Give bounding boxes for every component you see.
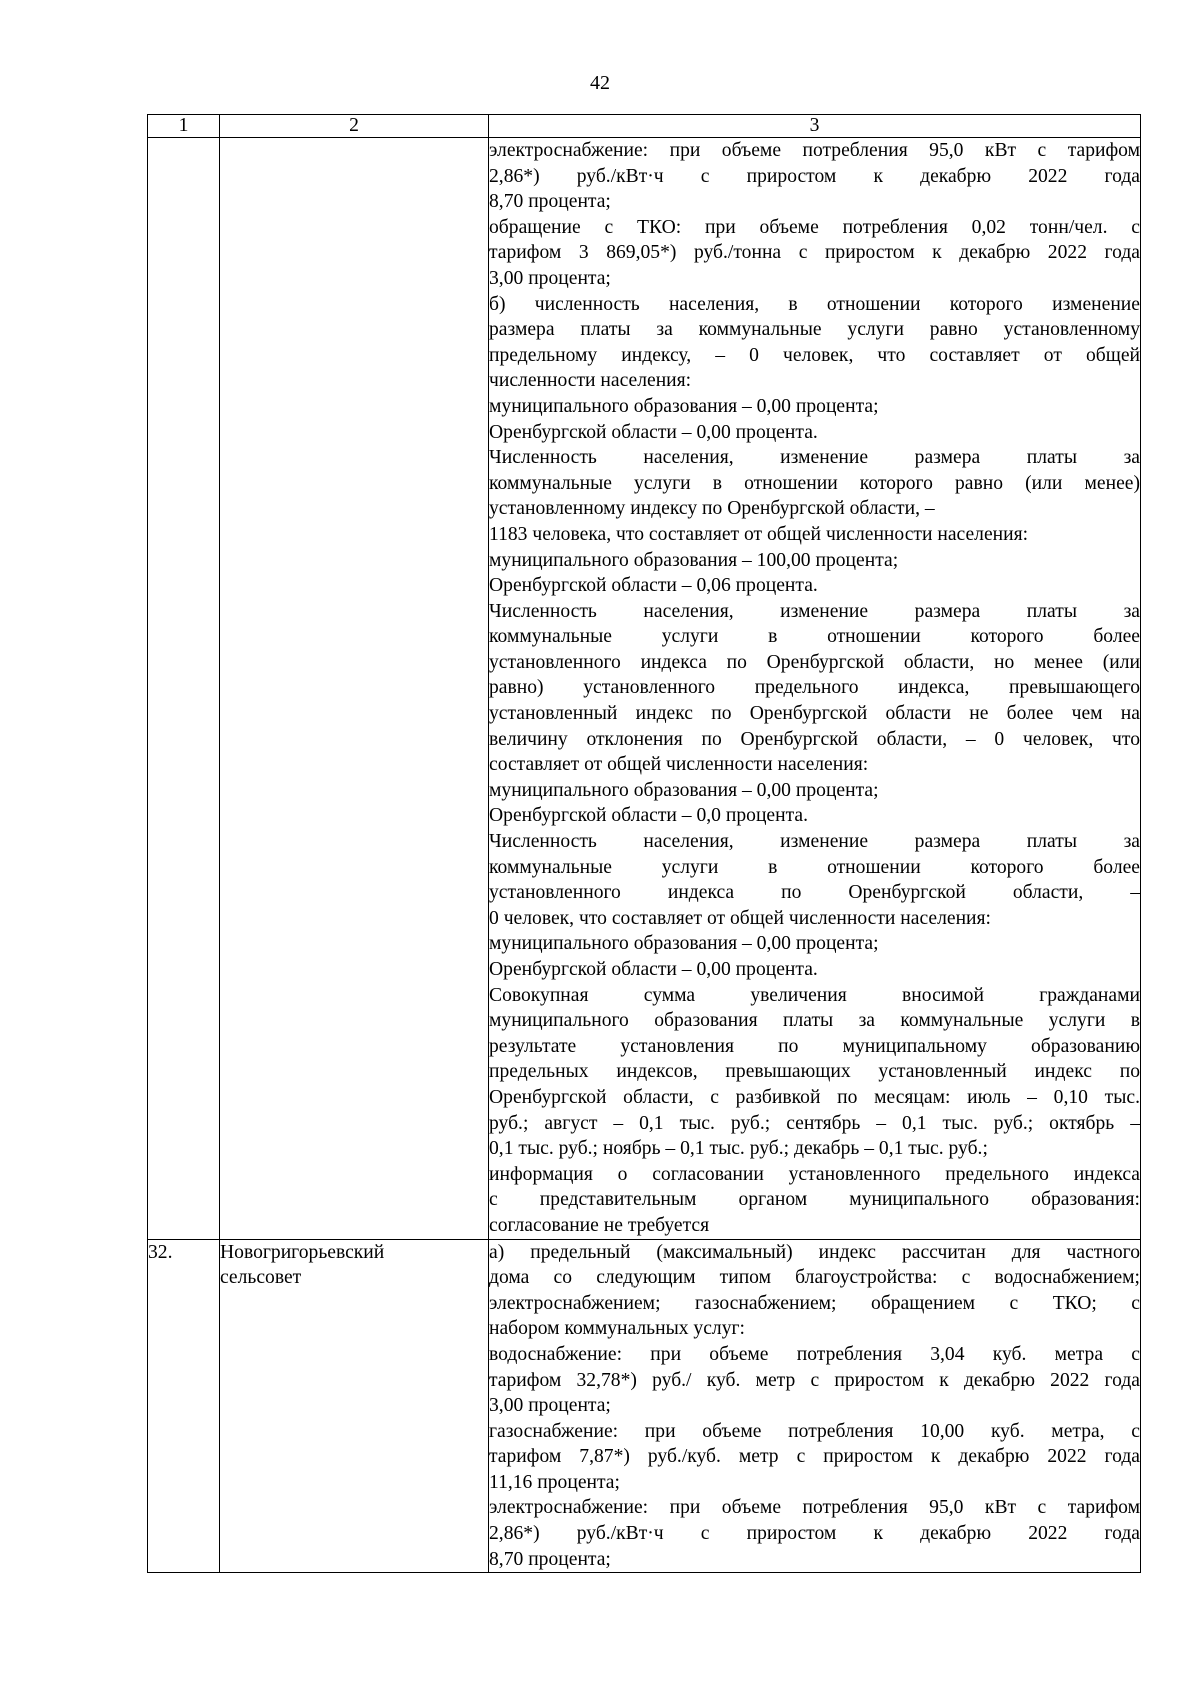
row-number-32: 32. [148, 1239, 220, 1573]
text-line: 0 человек, что составляет от общей численности населения: [489, 907, 992, 929]
text-line: тарифом 7,87*) руб./куб. метр с приростом к декабрю 2022 года [489, 1446, 1140, 1468]
text-line: установленного индекса по Оренбургской области, – [489, 882, 1140, 904]
text-line: Совокупная сумма увеличения вносимой гражданами [489, 984, 1140, 1006]
text-line: размера платы за коммунальные услуги равно установленному [489, 319, 1140, 341]
continuation-name-cell [220, 138, 489, 1240]
text-line: газоснабжение: при объеме потребления 10,00 куб. метра, с [489, 1420, 1140, 1442]
text-line: дома со следующим типом благоустройства: с водоснабжением; [489, 1267, 1140, 1289]
text-line: установленного индекса по Оренбургской области, но менее (или [489, 651, 1140, 673]
text-line: предельному индексу, – 0 человек, что составляет от общей [489, 344, 1140, 366]
text-line: Оренбургской области – 0,00 процента. [489, 421, 818, 443]
row-32-text-cell [489, 1239, 1141, 1573]
continuation-text-cell [489, 138, 1141, 1240]
text-line: Оренбургской области, с разбивкой по месяцам: июль – 0,10 тыс. [489, 1086, 1140, 1108]
text-line: 2,86*) руб./кВт·ч с приростом к декабрю 2022 года [489, 165, 1140, 187]
text-line: составляет от общей численности населения: [489, 754, 869, 776]
text-line: водоснабжение: при объеме потребления 3,04 куб. метра с [489, 1343, 1140, 1365]
text-line: муниципального образования – 0,00 процента; [489, 933, 879, 955]
text-line: коммунальные услуги в отношении которого более [489, 626, 1140, 648]
text-line: а) предельный (максимальный) индекс рассчитан для частного [489, 1241, 1140, 1263]
text-line: Оренбургской области – 0,00 процента. [489, 959, 818, 980]
text-line: муниципального образования – 0,00 процента; [489, 395, 879, 417]
text-line: равно) установленного предельного индекса, превышающего [489, 677, 1140, 699]
text-line: Численность населения, изменение размера платы за [489, 600, 1140, 622]
text-line: 1183 человека, что составляет от общей численности населения: [489, 523, 1029, 545]
text-line: электроснабжением; газоснабжением; обращением с ТКО; с [489, 1292, 1140, 1314]
page-number: 42 [590, 72, 610, 94]
text-line: результате установления по муниципальному образованию [489, 1035, 1140, 1057]
text-line: Оренбургской области – 0,06 процента. [489, 575, 818, 597]
text-line: тарифом 32,78*) руб./ куб. метр с приростом к декабрю 2022 года [489, 1369, 1140, 1391]
tariff-table [147, 114, 1141, 1573]
text-line: обращение с ТКО: при объеме потребления 0,02 тонн/чел. с [489, 216, 1140, 238]
column-header-1: 1 [148, 115, 220, 138]
text-line: установленному индексу по Оренбургской области, – [489, 498, 935, 520]
text-line: 11,16 процента; [489, 1471, 620, 1493]
text-line: муниципального образования – 100,00 процента; [489, 549, 899, 571]
table-header-row [148, 115, 1141, 138]
text-line: электроснабжение: при объеме потребления 95,0 кВт с тарифом [489, 1497, 1140, 1519]
text-line: величину отклонения по Оренбургской области, – 0 человек, что [489, 728, 1140, 750]
text-line: набором коммунальных услуг: [489, 1318, 745, 1340]
text-line: руб.; август – 0,1 тыс. руб.; сентябрь – 0,1 тыс. руб.; октябрь – [489, 1112, 1140, 1134]
continuation-number-cell [148, 138, 220, 1240]
column-header-3: 3 [489, 115, 1141, 138]
text-line: б) численность населения, в отношении которого изменение [489, 293, 1140, 315]
text-line: 8,70 процента; [489, 191, 611, 213]
text-line: коммунальные услуги в отношении которого более [489, 856, 1140, 878]
text-line: 0,1 тыс. руб.; ноябрь – 0,1 тыс. руб.; декабрь – 0,1 тыс. руб.; [489, 1138, 988, 1160]
text-line: тарифом 3 869,05*) руб./тонна с приростом к декабрю 2022 года [489, 242, 1140, 264]
column-header-2: 2 [220, 115, 489, 138]
text-line: 3,00 процента; [489, 1395, 611, 1417]
text-line: Численность населения, изменение размера платы за [489, 831, 1140, 853]
text-line: электроснабжение: при объеме потребления 95,0 кВт с тарифом [489, 140, 1140, 161]
text-line: с представительным органом муниципального образования: [489, 1189, 1140, 1211]
text-line: 2,86*) руб./кВт·ч с приростом к декабрю 2022 года [489, 1523, 1140, 1545]
text-line: согласование не требуется [489, 1214, 710, 1236]
settlement-name [220, 1239, 489, 1573]
text-line: численности населения: [489, 370, 692, 392]
text-line: установленный индекс по Оренбургской области не более чем на [489, 703, 1140, 725]
settlement-name-line: сельсовет [220, 1267, 302, 1289]
text-line: 3,00 процента; [489, 267, 611, 289]
text-line: 8,70 процента; [489, 1548, 611, 1570]
text-line: муниципального образования – 0,00 процента; [489, 779, 879, 801]
text-line: Численность населения, изменение размера платы за [489, 447, 1140, 469]
text-line: предельных индексов, превышающих установленный индекс по [489, 1061, 1140, 1083]
text-line: информация о согласовании установленного предельного индекса [489, 1163, 1140, 1185]
table-row-32 [148, 1239, 1141, 1573]
table-row-continuation [148, 138, 1141, 1240]
settlement-name-line: Новогригорьевский [220, 1241, 385, 1263]
text-line: коммунальные услуги в отношении которого равно (или менее) [489, 472, 1140, 494]
text-line: муниципального образования платы за коммунальные услуги в [489, 1010, 1140, 1032]
text-line: Оренбургской области – 0,0 процента. [489, 805, 809, 827]
